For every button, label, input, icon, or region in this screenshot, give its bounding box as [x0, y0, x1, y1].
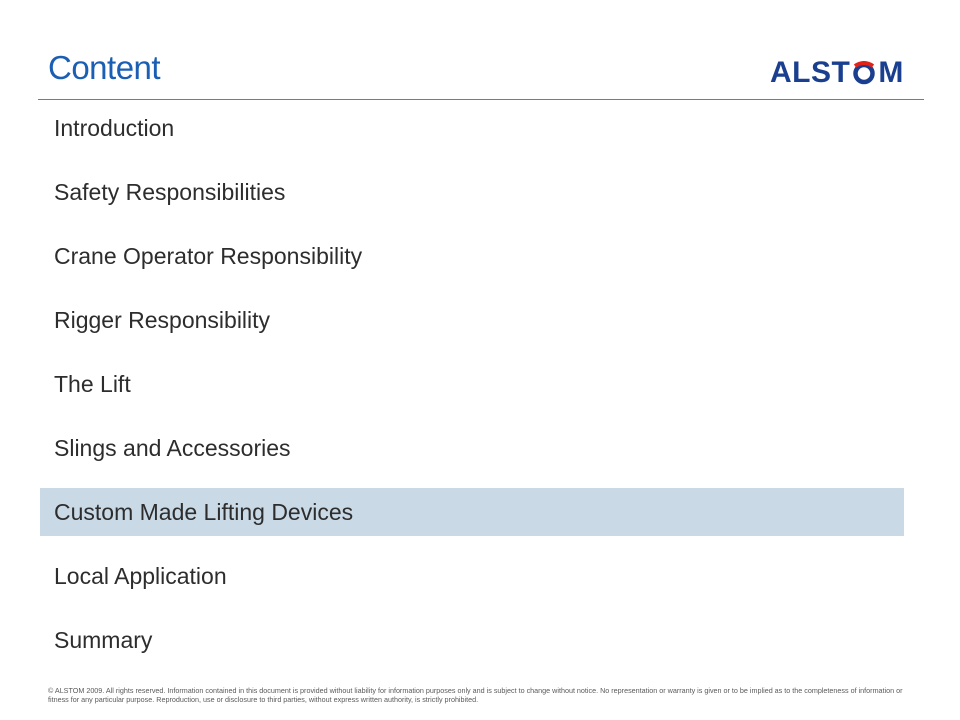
agenda-item-label: Slings and Accessories: [54, 434, 291, 461]
agenda-item-label: Rigger Responsibility: [54, 306, 271, 333]
agenda-item-introduction: [40, 104, 904, 152]
agenda-item-label: Safety Responsibilities: [54, 178, 286, 205]
logo-text-part-2: M: [878, 56, 904, 89]
agenda-item-summary: [40, 616, 904, 664]
agenda-item-crane-operator-responsibility: [40, 232, 904, 280]
copyright-disclaimer: © ALSTOM 2009. All rights reserved. Information contained in this document is provided without liability for information purposes only and is subject to change without notice. No representation or warranty is given or to be implied as to the completeness of information or fitness for any particular purpose. Reproduction, use or disclosure to third parties, without express written authority, is strictly prohibited.: [48, 686, 903, 704]
page-title: Content: [48, 49, 161, 86]
alstom-logo: [770, 56, 930, 90]
agenda-item-custom-made-lifting-devices-active: [40, 488, 904, 536]
agenda-item-label: Summary: [54, 626, 153, 653]
agenda-item-label: Introduction: [54, 114, 175, 141]
agenda-item-label: Local Application: [54, 562, 227, 589]
agenda-item-local-application: [40, 552, 904, 600]
agenda-item-label: Crane Operator Responsibility: [54, 242, 363, 269]
logo-o-ring: [852, 61, 876, 85]
logo-text-part-1: ALST: [770, 56, 851, 89]
agenda-item-safety-responsibilities: [40, 168, 904, 216]
agenda-item-the-lift: [40, 360, 904, 408]
agenda-item-label: The Lift: [54, 370, 131, 397]
agenda-item-slings-and-accessories: [40, 424, 904, 472]
agenda-item-label: Custom Made Lifting Devices: [54, 498, 354, 525]
header-divider: [38, 99, 924, 100]
agenda-list: [40, 104, 904, 680]
logo-o-icon: [852, 61, 876, 85]
agenda-item-rigger-responsibility: [40, 296, 904, 344]
